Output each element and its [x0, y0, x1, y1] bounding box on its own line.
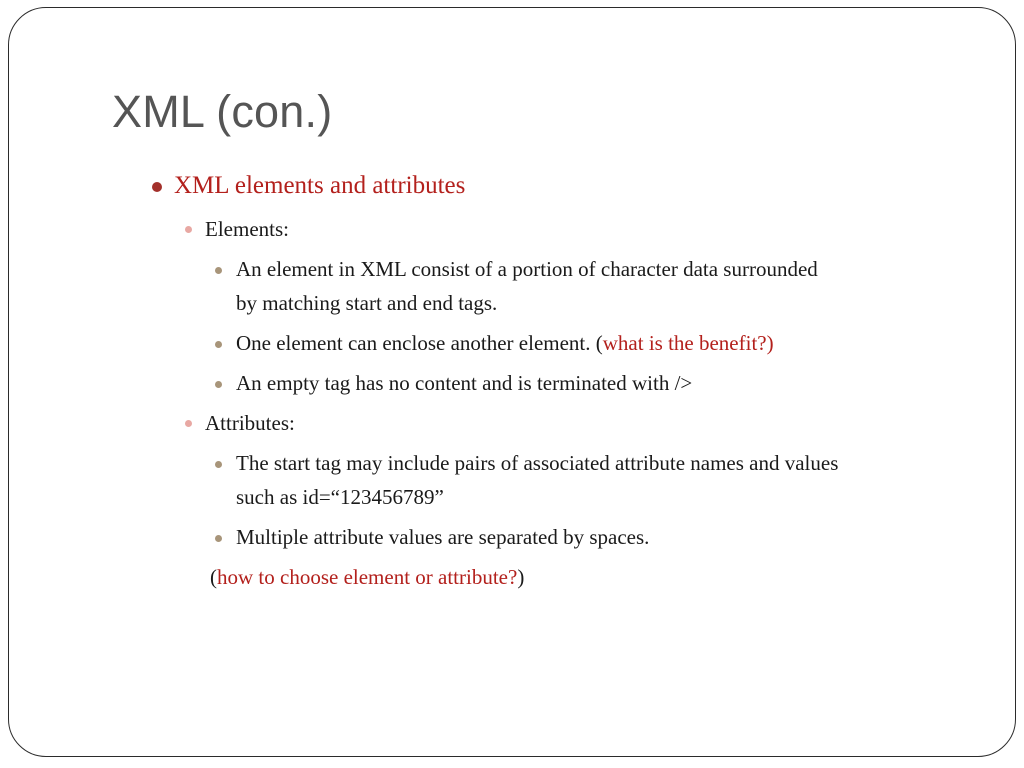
element-item-2: [236, 331, 774, 356]
footer-note: [210, 565, 524, 590]
attribute-bullet-1: [215, 461, 222, 468]
attribute-item-1-line-2: such as id=“123456789”: [236, 485, 444, 509]
attribute-item-1-line-1: The start tag may include pairs of associated attribute names and values: [236, 451, 839, 475]
level1-heading: XML elements and attributes: [174, 172, 466, 199]
elements-heading: Elements:: [205, 217, 289, 241]
attributes-heading: Attributes:: [205, 411, 295, 435]
footer-note-highlight: how to choose element or attribute?: [217, 565, 518, 589]
element-bullet-2: [215, 341, 222, 348]
element-item-3: An empty tag has no content and is terminated with />: [236, 371, 693, 395]
element-item-1-line-2: by matching start and end tags.: [236, 291, 498, 315]
element-item-2-highlight: what is the benefit?): [602, 331, 774, 355]
element-bullet-1: [215, 267, 222, 274]
element-item-1-line-1: An element in XML consist of a portion of character data surrounded: [236, 257, 818, 281]
element-item-2-text: One element can enclose another element. (: [236, 331, 603, 355]
elements-bullet: [185, 226, 192, 233]
level1-bullet: [152, 182, 162, 192]
attribute-item-2: Multiple attribute values are separated by spaces.: [236, 525, 650, 549]
slide-title: XML (con.): [112, 86, 333, 137]
attributes-bullet: [185, 420, 192, 427]
footer-note-close: ): [517, 565, 525, 589]
element-bullet-3: [215, 381, 222, 388]
footer-note-open: (: [210, 565, 217, 589]
attribute-bullet-2: [215, 535, 222, 542]
